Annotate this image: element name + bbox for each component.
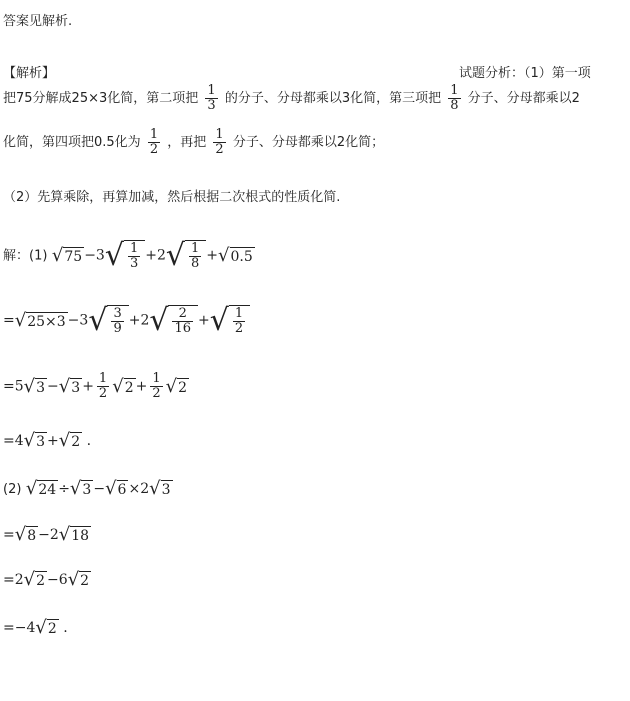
- text: 分子、分母都乘以2化简；: [232, 135, 385, 150]
- solution-line-3: [3, 372, 189, 401]
- numerator: 1: [215, 127, 224, 142]
- term: =2: [3, 572, 24, 588]
- fraction: [233, 307, 245, 336]
- fraction: [213, 128, 225, 157]
- fraction: [150, 372, 162, 401]
- sqrt: √ $\frac{2}{16}$: [149, 305, 198, 336]
- term: =−4: [3, 620, 36, 636]
- text: 化简，第四项把0.5化为: [3, 135, 141, 150]
- numerator: 1: [98, 371, 108, 386]
- solution-line-5: [3, 526, 91, 544]
- term: +: [206, 247, 219, 264]
- analysis-header: [3, 62, 55, 81]
- analysis-line-4: （2）先算乘除，再算加减，然后根据二次根式的性质化简.: [3, 190, 341, 205]
- sqrt: √ $\frac{1}{3}$: [105, 240, 145, 271]
- solution-line-1: [3, 240, 255, 271]
- denominator: 2: [152, 386, 161, 401]
- radicand: 6: [117, 482, 127, 498]
- radicand: 2: [36, 573, 46, 589]
- numerator: 3: [113, 306, 122, 321]
- radicand: 2: [124, 379, 134, 396]
- denominator: 9: [113, 321, 122, 336]
- analysis-line-2: [3, 84, 580, 113]
- analysis-line-3: [3, 128, 384, 157]
- sqrt: √ 2: [165, 375, 188, 397]
- term: −6: [47, 572, 68, 588]
- sqrt: √ 75: [51, 244, 83, 266]
- radicand: 18: [71, 528, 90, 544]
- sqrt: √ 3: [58, 375, 81, 397]
- radicand: 2: [178, 379, 188, 396]
- term: =5: [3, 378, 24, 395]
- numerator: 2: [172, 307, 193, 322]
- solution-label: 解：(1): [3, 248, 48, 264]
- term: −: [93, 481, 106, 497]
- denominator: 2: [234, 321, 244, 336]
- denominator: 8: [191, 256, 200, 271]
- radicand: 3: [36, 434, 46, 450]
- sqrt: √ $\frac{3}{9}$: [88, 305, 128, 336]
- denominator: 3: [207, 98, 216, 113]
- sqrt: √ 2: [23, 569, 46, 590]
- sqrt: √ 3: [23, 375, 46, 397]
- fraction: [128, 242, 140, 271]
- solution-line-2: [3, 305, 250, 336]
- solution-line-6: [3, 571, 91, 589]
- term: +2: [128, 312, 150, 329]
- radicand: 3: [36, 379, 46, 396]
- sqrt: √ 24: [25, 478, 57, 499]
- radicand: 24: [38, 482, 57, 498]
- denominator: 2: [215, 142, 224, 157]
- numerator: 1: [191, 241, 200, 256]
- fraction: [172, 307, 193, 336]
- sqrt: √ $\frac{1}{8}$: [166, 240, 206, 271]
- term: +: [198, 312, 210, 329]
- sqrt: √ 3: [69, 478, 92, 499]
- radicand: 2: [47, 621, 57, 637]
- term: +: [47, 433, 59, 449]
- denominator: 16: [174, 321, 192, 336]
- answer-note: 答案见解析.: [3, 14, 73, 29]
- denominator: 3: [129, 256, 139, 271]
- numerator: 1: [149, 127, 159, 142]
- term: .: [82, 433, 92, 449]
- sqrt: √ 18: [58, 524, 90, 545]
- term: +2: [145, 247, 166, 264]
- fraction: [97, 372, 109, 401]
- term: −: [47, 378, 59, 395]
- text: 分子、分母都乘以2: [467, 91, 580, 106]
- sqrt: √ 0.5: [218, 244, 253, 266]
- sqrt: √ 2: [112, 375, 134, 397]
- term: .: [58, 620, 68, 636]
- sqrt: √ 3: [23, 430, 46, 451]
- term: +: [82, 378, 94, 395]
- radicand: 0.5: [230, 248, 253, 265]
- radicand: 75: [64, 248, 83, 265]
- sqrt: √ $\frac{1}{2}$: [210, 305, 250, 336]
- sqrt: √ 3: [149, 478, 171, 499]
- analysis-title: [459, 62, 591, 81]
- radicand: 2: [80, 573, 90, 589]
- solution-line-7: [3, 619, 68, 637]
- analysis-label: 试题分析：: [459, 66, 525, 81]
- radicand: 25×3: [27, 313, 66, 330]
- jiexi-label: 【解析】: [3, 66, 56, 81]
- text: 的分子、分母都乘以3化简，第三项把: [224, 91, 442, 106]
- sqrt: √ 25×3: [14, 309, 66, 331]
- solution-part2-line: [3, 480, 173, 498]
- term: =: [3, 312, 15, 329]
- solution-line-4: [3, 432, 91, 450]
- part2-label: (2): [3, 482, 22, 497]
- numerator: 1: [234, 306, 244, 321]
- sqrt: √ 2: [67, 569, 90, 590]
- radicand: 8: [27, 528, 37, 544]
- sqrt: √ 2: [58, 430, 81, 451]
- fraction: [189, 242, 201, 271]
- sqrt: √ 2: [35, 617, 57, 638]
- term: ÷: [58, 481, 70, 497]
- denominator: 2: [149, 142, 159, 157]
- numerator: 1: [152, 371, 161, 386]
- term: +: [135, 378, 148, 395]
- denominator: 2: [98, 386, 108, 401]
- term: =: [3, 527, 15, 543]
- radicand: 3: [161, 482, 171, 498]
- term: =4: [3, 433, 24, 449]
- sqrt: √ 8: [14, 524, 37, 545]
- text: 把75分解成25×3化简，第二项把: [3, 91, 199, 106]
- numerator: 1: [129, 241, 139, 256]
- sqrt: √ 6: [105, 478, 127, 499]
- fraction: [148, 128, 160, 157]
- part1-start: （1）第一项: [524, 66, 591, 81]
- term: −2: [38, 527, 59, 543]
- radicand: 2: [71, 434, 81, 450]
- text: ，再把: [167, 135, 207, 150]
- fraction: [448, 84, 460, 113]
- term: ×2: [128, 481, 150, 497]
- fraction: [205, 84, 217, 113]
- denominator: 8: [450, 98, 459, 113]
- term: −3: [67, 312, 89, 329]
- fraction: [111, 307, 123, 336]
- numerator: 1: [207, 83, 216, 98]
- radicand: 3: [71, 379, 81, 396]
- term: −3: [84, 247, 105, 264]
- numerator: 1: [450, 83, 459, 98]
- radicand: 3: [82, 482, 92, 498]
